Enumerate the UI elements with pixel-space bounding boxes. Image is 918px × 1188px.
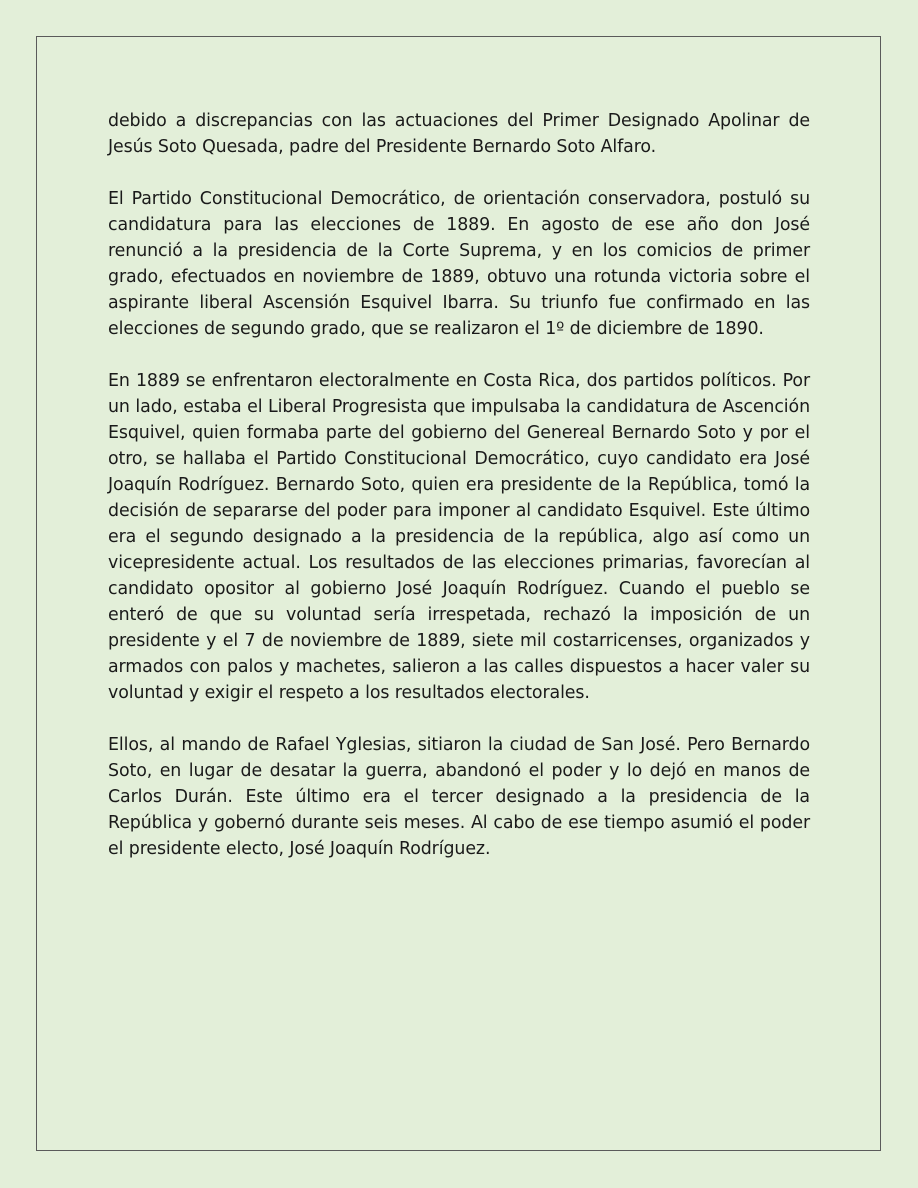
- document-body: [108, 108, 810, 888]
- paragraph-4: Ellos, al mando de Rafael Yglesias, sitiaron la ciudad de San José. Pero Bernardo Soto, en lugar de desatar la guerra, abandonó el poder y lo dejó en manos de Carlos Durán. Este último era el tercer designado a la presidencia de la República y gobernó durante seis meses. Al cabo de ese tiempo asumió el poder el presidente electo, José Joaquín Rodríguez.: [108, 735, 810, 859]
- paragraph-3: En 1889 se enfrentaron electoralmente en Costa Rica, dos partidos políticos. Por un lado, estaba el Liberal Progresista que impulsaba la candidatura de Ascención Esquivel, quien formaba parte del gobierno del Genereal Bernardo Soto y por el otro, se hallaba el Partido Constitucional Democrático, cuyo candidato era José Joaquín Rodríguez. Bernardo Soto, quien era presidente de la República, tomó la decisión de separarse del poder para imponer al candidato Esquivel. Este último era el segundo designado a la presidencia de la república, algo así como un vicepresidente actual. Los resultados de las elecciones primarias, favorecían al candidato opositor al gobierno José Joaquín Rodríguez. Cuando el pueblo se enteró de que su voluntad sería irrespetada, rechazó la imposición de un presidente y el 7 de noviembre de 1889, siete mil costarricenses, organizados y armados con palos y machetes, salieron a las calles dispuestos a hacer valer su voluntad y exigir el respeto a los resultados electorales.: [108, 371, 810, 703]
- paragraph-1: debido a discrepancias con las actuaciones del Primer Designado Apolinar de Jesús Soto Quesada, padre del Presidente Bernardo Soto Alfaro.: [108, 111, 810, 157]
- paragraph-2: El Partido Constitucional Democrático, de orientación conservadora, postuló su candidatura para las elecciones de 1889. En agosto de ese año don José renunció a la presidencia de la Corte Suprema, y en los comicios de primer grado, efectuados en noviembre de 1889, obtuvo una rotunda victoria sobre el aspirante liberal Ascensión Esquivel Ibarra. Su triunfo fue confirmado en las elecciones de segundo grado, que se realizaron el 1º de diciembre de 1890.: [108, 189, 810, 339]
